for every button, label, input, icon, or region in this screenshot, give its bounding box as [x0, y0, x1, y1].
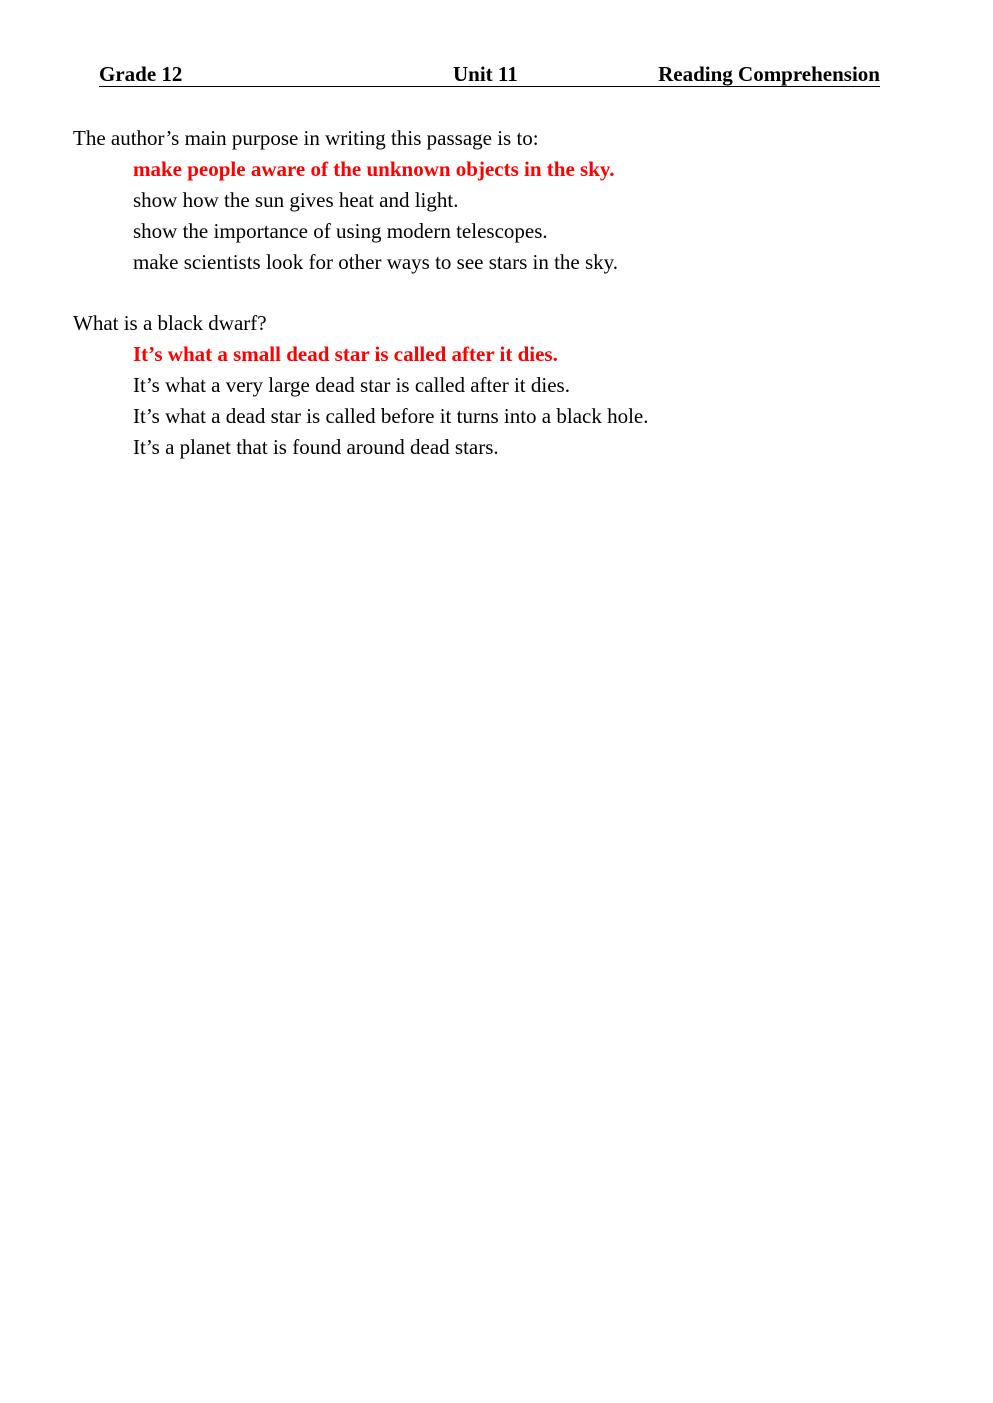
question-1	[73, 123, 933, 278]
question-text: The author’s main purpose in writing this passage is to:	[73, 126, 539, 150]
unit-label: Unit 11	[453, 62, 518, 86]
question-2	[73, 308, 933, 463]
answer-option: make scientists look for other ways to see stars in the sky.	[133, 250, 619, 274]
answer-option-correct: It’s what a small dead star is called after it dies.	[133, 342, 558, 366]
page-header	[99, 60, 880, 87]
section-title: Reading Comprehension	[658, 62, 880, 86]
grade-label: Grade 12	[99, 62, 183, 86]
answer-option: It’s what a dead star is called before it turns into a black hole.	[133, 404, 649, 428]
answer-options	[73, 154, 933, 278]
question-text: What is a black dwarf?	[73, 311, 267, 335]
answer-option-correct: make people aware of the unknown objects in the sky.	[133, 157, 615, 181]
answer-option: It’s what a very large dead star is called after it dies.	[133, 373, 570, 397]
answer-option: show the importance of using modern telescopes.	[133, 219, 548, 243]
answer-options	[73, 339, 933, 463]
answer-option: It’s a planet that is found around dead stars.	[133, 435, 499, 459]
answer-option: show how the sun gives heat and light.	[133, 188, 459, 212]
